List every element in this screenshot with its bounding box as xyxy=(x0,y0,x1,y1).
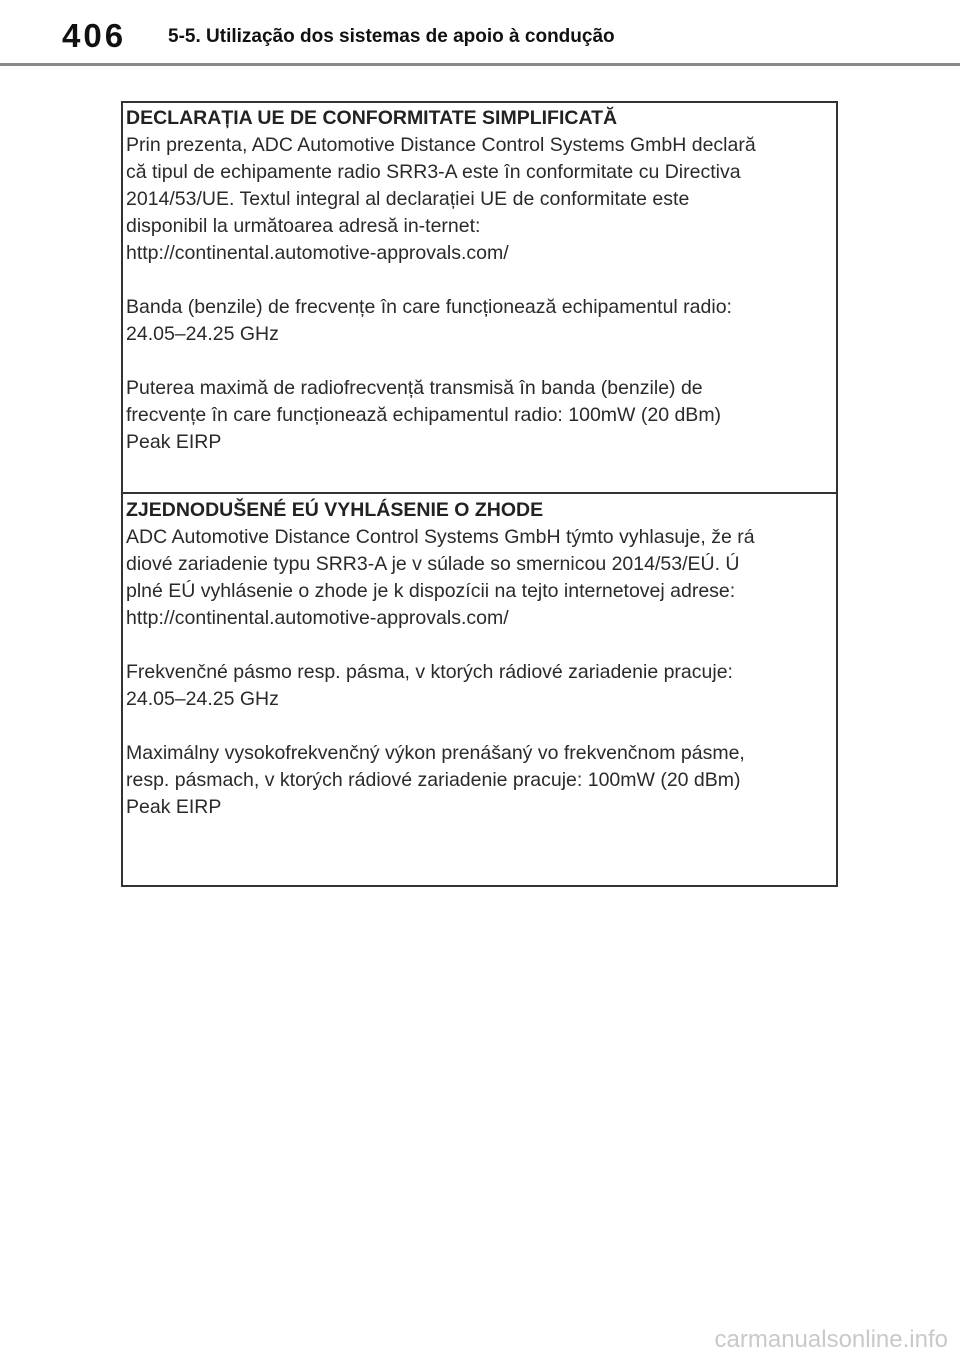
panel-divider xyxy=(123,492,836,494)
slovak-band-value: 24.05–24.25 GHz xyxy=(126,688,279,710)
slovak-band-line: Frekvenčné pásmo resp. pásma, v ktorých rádiové zariadenie pracuje: xyxy=(126,661,733,683)
romanian-declaration-panel xyxy=(123,103,836,493)
slovak-power-line: Maximálny vysokofrekvenčný výkon prenášaný vo frekvenčnom pásme, xyxy=(126,742,745,764)
slovak-power-text xyxy=(126,740,836,821)
slovak-url: http://continental.automotive-approvals.com/ xyxy=(126,607,509,629)
slovak-declaration-line: ADC Automotive Distance Control Systems GmbH týmto vyhlasuje, že rá xyxy=(126,526,755,548)
romanian-band-line: Banda (benzile) de frecvențe în care funcționează echipamentul radio: xyxy=(126,296,732,318)
romanian-power-line: Puterea maximă de radiofrecvență transmisă în banda (benzile) de xyxy=(126,377,703,399)
romanian-declaration-text xyxy=(126,132,836,267)
slovak-heading: ZJEDNODUŠENÉ EÚ VYHLÁSENIE O ZHODE xyxy=(126,499,544,521)
page-header xyxy=(0,0,960,66)
romanian-band-text xyxy=(126,294,836,348)
romanian-declaration-line: 2014/53/UE. Textul integral al declarației UE de conformitate este xyxy=(126,188,690,210)
slovak-power-line: Peak EIRP xyxy=(126,796,222,818)
page-number: 406 xyxy=(62,17,127,54)
romanian-declaration-line: disponibil la următoarea adresă in-ternet: xyxy=(126,215,481,237)
romanian-band-value: 24.05–24.25 GHz xyxy=(126,323,279,345)
declaration-box xyxy=(121,101,838,887)
romanian-declaration-line: că tipul de echipamente radio SRR3-A este în conformitate cu Directiva xyxy=(126,161,741,183)
romanian-declaration-line: Prin prezenta, ADC Automotive Distance Control Systems GmbH declară xyxy=(126,134,756,156)
romanian-heading: DECLARAȚIA UE DE CONFORMITATE SIMPLIFICATĂ xyxy=(126,107,618,129)
romanian-power-text xyxy=(126,375,836,456)
slovak-declaration-line: diové zariadenie typu SRR3-A je v súlade so smernicou 2014/53/EÚ. Ú xyxy=(126,553,740,575)
section-title: 5-5. Utilização dos sistemas de apoio à condução xyxy=(168,26,615,47)
slovak-declaration-text xyxy=(126,524,836,632)
slovak-band-text xyxy=(126,659,836,713)
romanian-power-line: frecvențe în care funcționează echipamentul radio: 100mW (20 dBm) xyxy=(126,404,722,426)
slovak-declaration-line: plné EÚ vyhlásenie o zhode je k dispozícii na tejto internetovej adrese: xyxy=(126,580,736,602)
romanian-url: http://continental.automotive-approvals.com/ xyxy=(126,242,509,264)
watermark-text: carmanualsonline.info xyxy=(714,1326,948,1353)
slovak-power-line: resp. pásmach, v ktorých rádiové zariadenie pracuje: 100mW (20 dBm) xyxy=(126,769,741,791)
slovak-declaration-panel xyxy=(123,495,836,885)
romanian-power-line: Peak EIRP xyxy=(126,431,222,453)
